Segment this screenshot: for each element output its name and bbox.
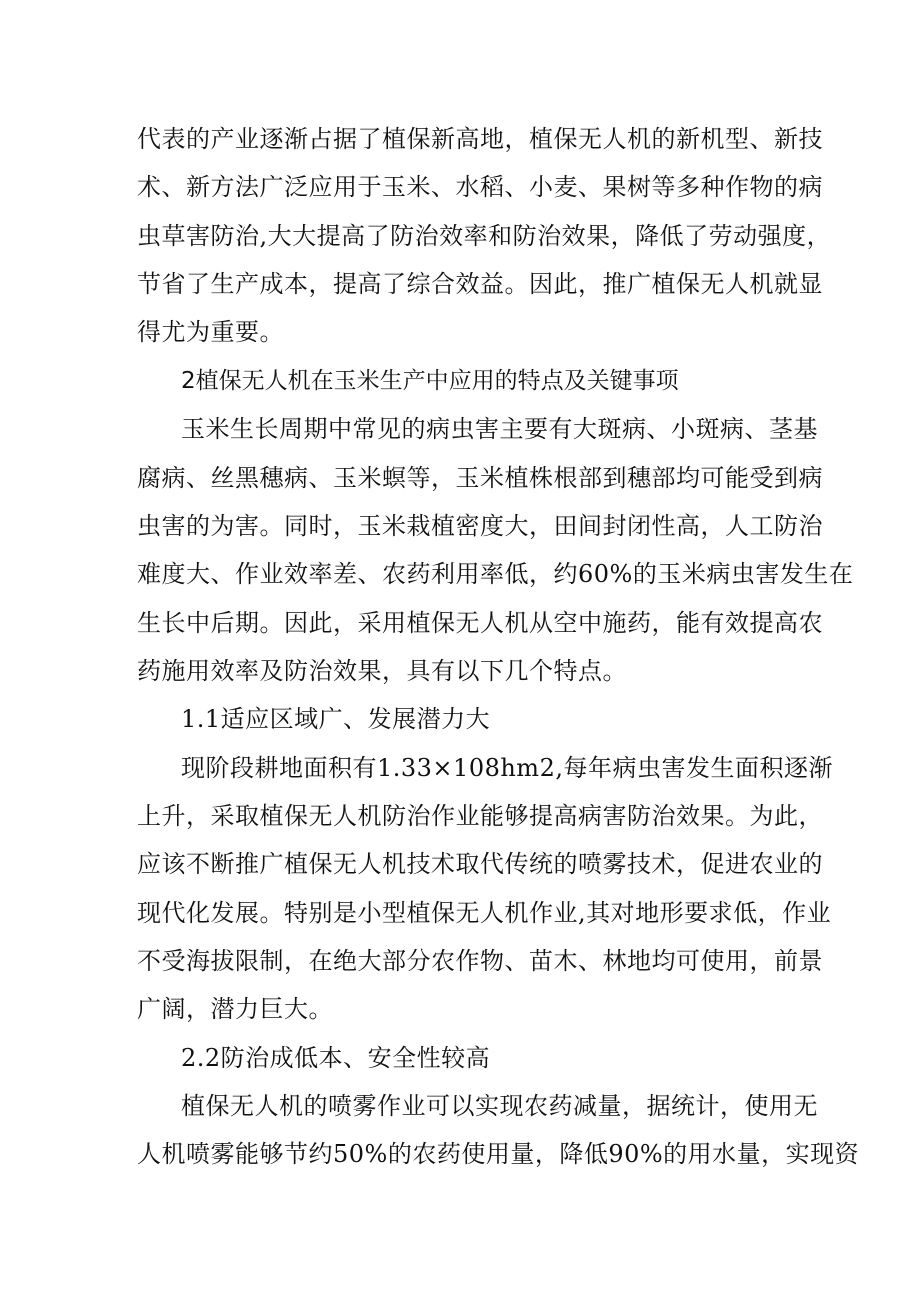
paragraph-line: 上升，采取植保无人机防治作业能够提高病害防治效果。为此， [137, 802, 823, 830]
paragraph-line: 现阶段耕地面积有1.33×108hm2,每年病虫害发生面积逐渐 [181, 754, 833, 782]
paragraph-line: 难度大、作业效率差、农药利用率低，约60%的玉米病虫害发生在 [137, 560, 854, 588]
paragraph-line: 应该不断推广植保无人机技术取代传统的喷雾技术，促进农业的 [137, 850, 823, 878]
paragraph-line: 现代化发展。特别是小型植保无人机作业,其对地形要求低，作业 [137, 899, 832, 927]
paragraph-line: 玉米生长周期中常见的病虫害主要有大斑病、小斑病、茎基 [181, 415, 818, 443]
subsection-heading: 1.1适应区域广、发展潜力大 [181, 705, 491, 733]
paragraph-line: 生长中后期。因此，采用植保无人机从空中施药，能有效提高农 [137, 609, 823, 637]
paragraph-line: 人机喷雾能够节约50%的农药使用量，降低90%的用水量，实现资 [137, 1140, 860, 1168]
paragraph-line: 药施用效率及防治效果，具有以下几个特点。 [137, 657, 627, 685]
paragraph-line: 广阔，潜力巨大。 [137, 995, 333, 1023]
section-heading: 2植保无人机在玉米生产中应用的特点及关键事项 [181, 368, 679, 394]
paragraph-line: 虫草害防治,大大提高了防治效率和防治效果，降低了劳动强度， [137, 222, 832, 250]
subsection-heading: 2.2防治成低本、安全性较高 [181, 1044, 491, 1072]
paragraph-line: 植保无人机的喷雾作业可以实现农药减量，据统计，使用无 [181, 1092, 818, 1120]
paragraph-line: 腐病、丝黑穗病、玉米螟等，玉米植株根部到穗部均可能受到病 [137, 464, 823, 492]
paragraph-line: 不受海拔限制，在绝大部分农作物、苗木、林地均可使用，前景 [137, 947, 823, 975]
paragraph-line: 虫害的为害。同时，玉米栽植密度大，田间封闭性高，人工防治 [137, 512, 823, 540]
paragraph-line: 节省了生产成本，提高了综合效益。因此，推广植保无人机就显 [137, 270, 823, 298]
paragraph-line: 得尤为重要。 [137, 318, 284, 346]
paragraph-line: 代表的产业逐渐占据了植保新高地，植保无人机的新机型、新技 [137, 125, 823, 153]
paragraph-line: 术、新方法广泛应用于玉米、水稻、小麦、果树等多种作物的病 [137, 173, 823, 201]
